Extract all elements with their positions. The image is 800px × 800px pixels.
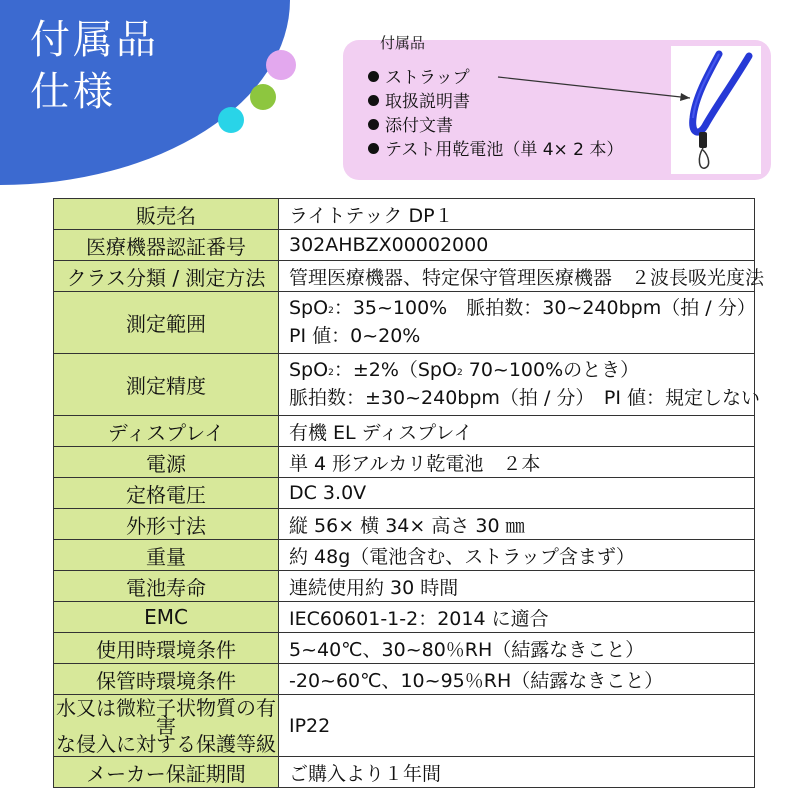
spec-value xyxy=(279,354,760,416)
accuracy-line-1: SpO2：±2%（SpO2 70~100%のとき） xyxy=(289,359,640,381)
table-row xyxy=(54,478,755,509)
cyan-dot-decoration xyxy=(218,107,244,133)
spec-value: IEC60601-1-2：2014 に適合 xyxy=(279,602,755,633)
spec-label: 電源 xyxy=(54,447,279,478)
spec-label: EMC xyxy=(54,602,279,633)
spec-value: 連続使用約 30 時間 xyxy=(279,571,755,602)
table-row xyxy=(54,354,755,416)
spec-value: -20~60℃、10~95％RH（結露なきこと） xyxy=(279,664,755,695)
spec-value: DC 3.0V xyxy=(279,478,755,509)
table-row xyxy=(54,540,755,571)
table-row xyxy=(54,199,755,230)
spec-value: 縦 56× 横 34× 高さ 30 ㎜ xyxy=(279,509,755,540)
spec-label: 電池寿命 xyxy=(54,571,279,602)
table-row xyxy=(54,571,755,602)
spec-label: 重量 xyxy=(54,540,279,571)
title-accessories: 付属品 xyxy=(30,17,159,63)
spec-value: IP22 xyxy=(279,695,755,757)
list-item: ストラップ xyxy=(368,66,623,90)
spec-label: 販売名 xyxy=(54,199,279,230)
green-dot-decoration xyxy=(250,84,276,110)
spec-label: 測定範囲 xyxy=(54,292,279,354)
spec-value: 単 4 形アルカリ乾電池 ２本 xyxy=(279,447,755,478)
spec-value: ご購入より１年間 xyxy=(279,757,755,788)
spec-value: 5~40℃、30~80％RH（結露なきこと） xyxy=(279,633,755,664)
spec-value xyxy=(279,292,755,354)
spec-label: 定格電圧 xyxy=(54,478,279,509)
measurement-range-line-2: PI 値：0~20% xyxy=(289,325,421,347)
spec-label: 水又は微粒子状物質の有害 な侵入に対する保護等級 xyxy=(54,695,279,757)
table-row xyxy=(54,633,755,664)
accessories-box xyxy=(343,34,771,180)
spec-label: ディスプレイ xyxy=(54,416,279,447)
spec-value: 管理医療機器、特定保守管理医療機器 ２波長吸光度法 xyxy=(279,261,755,292)
spec-label: メーカー保証期間 xyxy=(54,757,279,788)
table-row xyxy=(54,416,755,447)
page-title xyxy=(30,14,159,118)
accessories-title: 付属品 xyxy=(380,34,426,52)
list-item: テスト用乾電池（単 4× 2 本） xyxy=(368,138,623,162)
spec-value: 約 48g（電池含む、ストラップ含まず） xyxy=(279,540,755,571)
spec-value: 有機 EL ディスプレイ xyxy=(279,416,755,447)
table-row xyxy=(54,509,755,540)
spec-value: 302AHBZX00002000 xyxy=(279,230,755,261)
pink-dot-decoration xyxy=(266,50,296,80)
table-row xyxy=(54,695,755,757)
pointer-arrow xyxy=(343,40,771,180)
table-row xyxy=(54,447,755,478)
accuracy-line-2: 脈拍数：±30~240bpm（拍 / 分） PI 値：規定しない xyxy=(289,387,760,409)
table-row xyxy=(54,602,755,633)
list-item: 添付文書 xyxy=(368,114,623,138)
table-row xyxy=(54,664,755,695)
table-row xyxy=(54,261,755,292)
title-specifications: 仕様 xyxy=(30,69,116,115)
list-item: 取扱説明書 xyxy=(368,90,623,114)
table-row xyxy=(54,230,755,261)
measurement-range-line-1: SpO2：35~100% 脈拍数：30~240bpm（拍 / 分） xyxy=(289,297,756,319)
spec-label: 使用時環境条件 xyxy=(54,633,279,664)
spec-label: 測定精度 xyxy=(54,354,279,416)
spec-label: 外形寸法 xyxy=(54,509,279,540)
table-row xyxy=(54,292,755,354)
spec-label: クラス分類 / 測定方法 xyxy=(54,261,279,292)
table-row xyxy=(54,757,755,788)
spec-value: ライトテック DP１ xyxy=(279,199,755,230)
spec-table xyxy=(53,198,765,788)
spec-label: 保管時環境条件 xyxy=(54,664,279,695)
spec-label: 医療機器認証番号 xyxy=(54,230,279,261)
